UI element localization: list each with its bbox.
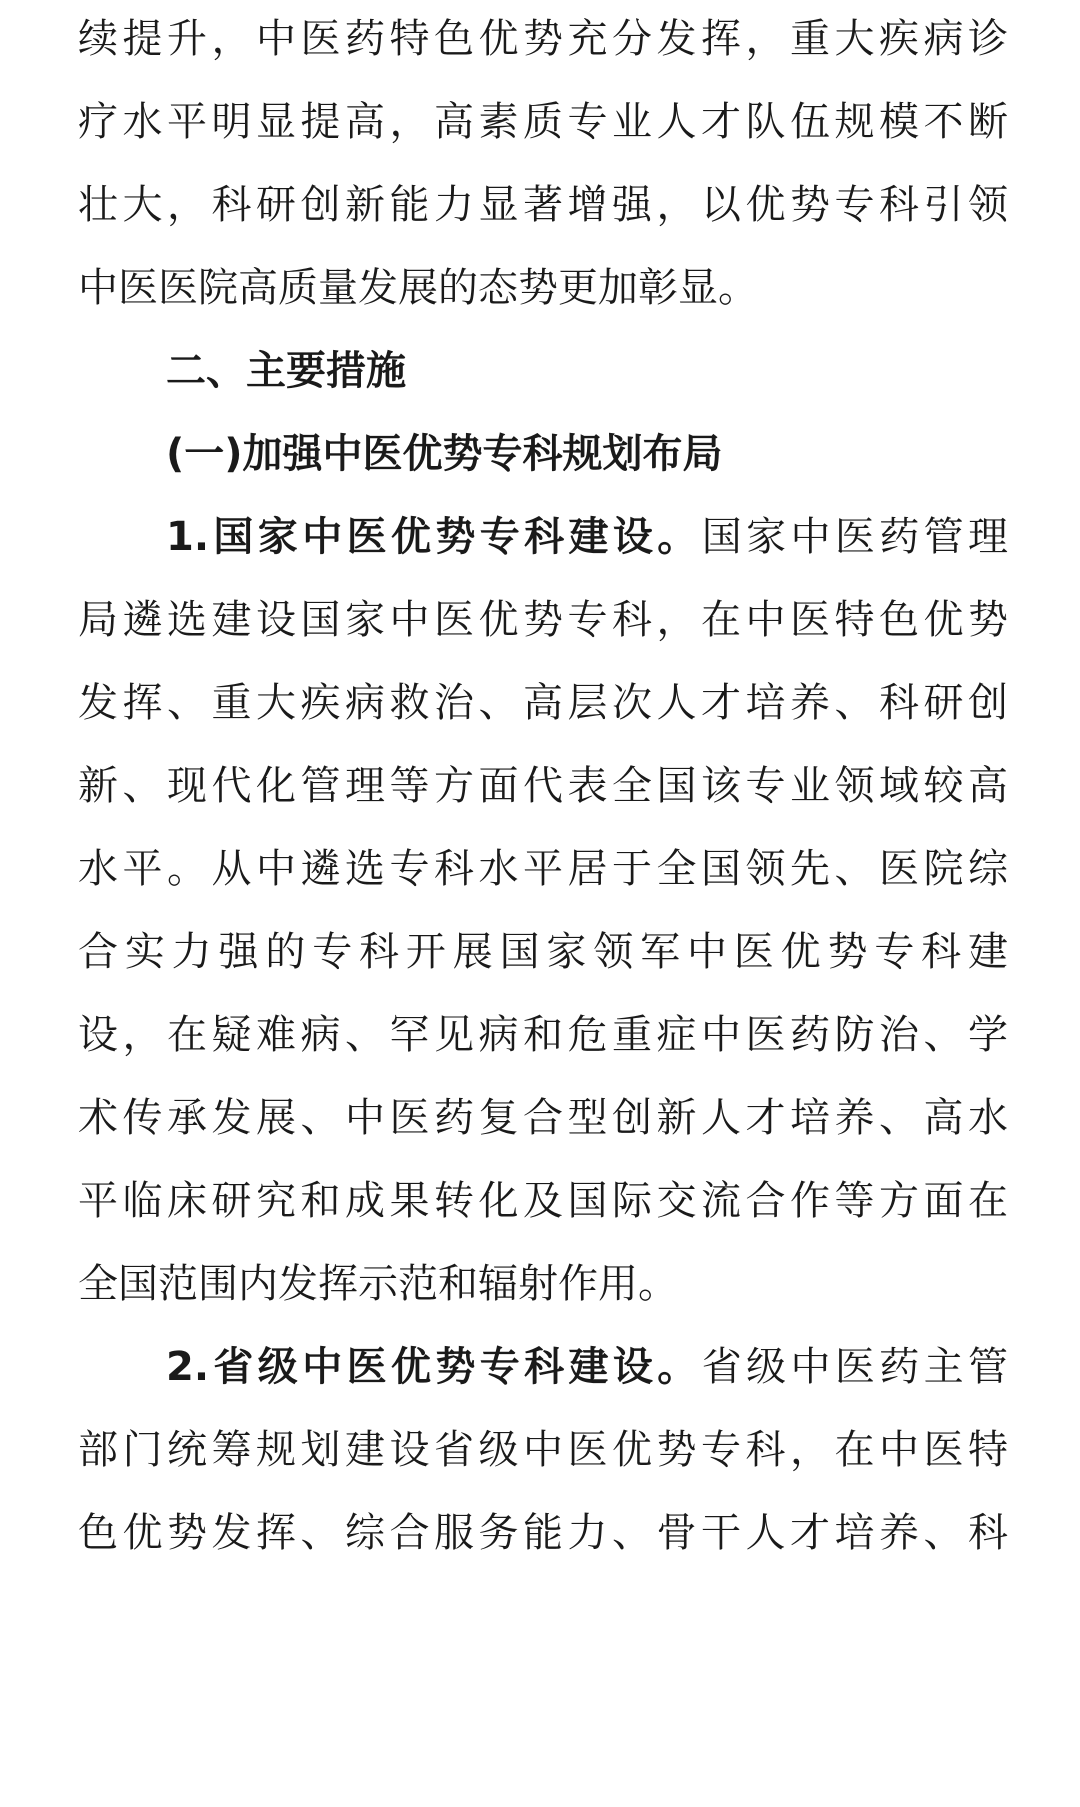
paragraph-line (78, 170, 1008, 240)
paragraph-line (78, 4, 1008, 74)
text-run: 术传承发展、中医药复合型创新人才培养、高水 (78, 1095, 1008, 1141)
text-run: 色优势发挥、综合服务能力、骨干人才培养、科 (78, 1510, 1008, 1556)
paragraph-line (78, 1166, 1008, 1236)
paragraph-line (78, 668, 1008, 738)
item-1-first-line (166, 502, 1008, 572)
text-run: 疗水平明显提高，高素质专业人才队伍规模不断 (78, 99, 1008, 145)
paragraph-line (78, 253, 1008, 323)
text-run: 水平。从中遴选专科水平居于全国领先、医院综 (78, 846, 1008, 892)
text-run: 壮大，科研创新能力显著增强，以优势专科引领 (78, 182, 1008, 228)
text-run: 平临床研究和成果转化及国际交流合作等方面在 (78, 1178, 1008, 1224)
paragraph-line (78, 1415, 1008, 1485)
text-run: 局遴选建设国家中医优势专科，在中医特色优势 (78, 597, 1008, 643)
heading-text: (一)加强中医优势专科规划布局 (166, 431, 723, 477)
paragraph-line (78, 834, 1008, 904)
paragraph-line (78, 751, 1008, 821)
text-run: 合实力强的专科开展国家领军中医优势专科建 (78, 929, 1008, 975)
paragraph-line (78, 917, 1008, 987)
item-title: 2.省级中医优势专科建设。 (166, 1344, 702, 1390)
item-2-first-line (166, 1332, 1008, 1402)
heading-text: 二、主要措施 (166, 348, 406, 394)
text-run: 国家中医药管理 (701, 514, 1008, 560)
text-run: 中医医院高质量发展的态势更加彰显。 (78, 265, 758, 311)
text-run: 省级中医药主管 (701, 1344, 1008, 1390)
paragraph-line (78, 1249, 1008, 1319)
paragraph-line (78, 1083, 1008, 1153)
paragraph-line (78, 585, 1008, 655)
paragraph-line (78, 1498, 1008, 1568)
section-heading (166, 336, 1008, 406)
text-run: 新、现代化管理等方面代表全国该专业领域较高 (78, 763, 1008, 809)
paragraph-line (78, 87, 1008, 157)
item-title: 1.国家中医优势专科建设。 (166, 514, 702, 560)
text-run: 续提升，中医药特色优势充分发挥，重大疾病诊 (78, 16, 1008, 62)
text-run: 部门统筹规划建设省级中医优势专科，在中医特 (78, 1427, 1008, 1473)
text-run: 设，在疑难病、罕见病和危重症中医药防治、学 (78, 1012, 1008, 1058)
text-run: 全国范围内发挥示范和辐射作用。 (78, 1261, 678, 1307)
subsection-heading (166, 419, 1008, 489)
paragraph-line (78, 1000, 1008, 1070)
text-run: 发挥、重大疾病救治、高层次人才培养、科研创 (78, 680, 1008, 726)
